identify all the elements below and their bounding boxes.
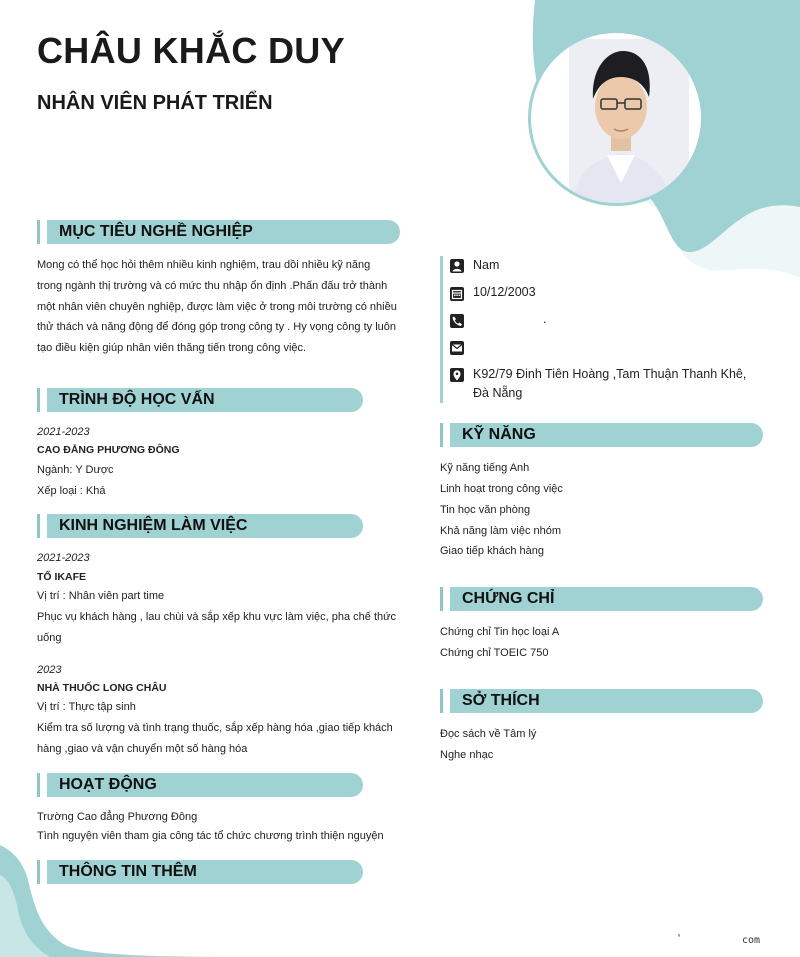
section-certificates	[440, 587, 763, 611]
job-period: 2023	[37, 664, 62, 676]
objective-line: trong ngành thị trường và có mức thu nhập ổn định .Phấn đấu trở thành	[37, 280, 388, 292]
objective-line: Mong có thể học hỏi thêm nhiều kinh nghiệm, trau dồi nhiều kỹ năng	[37, 259, 371, 271]
address-line: K92/79 Đinh Tiên Hoàng ,Tam Thuận Thanh Khê,	[473, 367, 747, 381]
job-position: Vị trí : Thực tập sinh	[37, 701, 136, 713]
job-company: NHÀ THUỐC LONG CHÂU	[37, 682, 167, 694]
objective-line: tạo điều kiện giúp nhân viên thăng tiến trong công việc.	[37, 342, 307, 354]
section-heading: THÔNG TIN THÊM	[59, 863, 197, 880]
section-activities	[37, 773, 363, 797]
calendar-icon	[450, 287, 464, 301]
birth-date: 10/12/2003	[473, 285, 536, 299]
objective-line: một nhân viên chuyên nghiệp, được làm việc ở trong môi trường có nhiều	[37, 301, 397, 313]
section-heading: MỤC TIÊU NGHỀ NGHIỆP	[59, 223, 253, 240]
section-education	[37, 388, 363, 412]
job-description: Phục vụ khách hàng , lau chùi và sắp xếp khu vực làm việc, pha chế thức	[37, 611, 396, 623]
skill-item: Kỹ năng tiếng Anh	[440, 462, 530, 474]
location-icon	[450, 368, 464, 382]
section-heading: KỸ NĂNG	[462, 426, 536, 443]
footer-mark: '	[676, 933, 683, 944]
certificate-item: Chứng chỉ Tin học loại A	[440, 626, 560, 638]
section-heading: HOẠT ĐỘNG	[59, 776, 157, 793]
activity-line: Tình nguyện viên tham gia công tác tổ chức chương trình thiện nguyện	[37, 830, 384, 842]
section-experience	[37, 514, 363, 538]
section-more-info	[37, 860, 363, 884]
skill-item: Giao tiếp khách hàng	[440, 545, 544, 557]
footer-domain: com	[742, 935, 761, 946]
section-hobbies	[440, 689, 763, 713]
mail-icon	[450, 341, 464, 355]
section-heading: CHỨNG CHỈ	[462, 590, 555, 607]
section-objective	[37, 220, 400, 244]
gender-value: Nam	[473, 258, 500, 272]
education-major: Ngành: Y Dược	[37, 464, 114, 476]
job-title: NHÂN VIÊN PHÁT TRIỂN	[37, 92, 273, 114]
profile-photo	[528, 30, 704, 206]
job-position: Vị trí : Nhân viên part time	[37, 590, 165, 602]
certificate-item: Chứng chỉ TOEIC 750	[440, 647, 549, 659]
job-period: 2021-2023	[37, 552, 90, 564]
address-line: Đà Nẵng	[473, 386, 523, 400]
job-description: Kiểm tra số lượng và tình trạng thuốc, sắp xếp hàng hóa ,giao tiếp khách	[37, 722, 393, 734]
job-company: TỔ IKAFE	[37, 571, 86, 583]
section-skills	[440, 423, 763, 447]
phone-icon	[450, 314, 464, 328]
activity-line: Trường Cao đẳng Phương Đông	[37, 811, 198, 823]
objective-line: thử thách và năng động để đóng góp trong công ty . Hy vọng công ty luôn	[37, 321, 397, 333]
hobby-item: Đọc sách về Tâm lý	[440, 728, 537, 740]
contact-divider	[440, 256, 443, 403]
skill-item: Linh hoạt trong công việc	[440, 483, 563, 495]
skill-item: Tin học văn phòng	[440, 504, 531, 516]
person-icon	[450, 259, 464, 273]
hobby-item: Nghe nhạc	[440, 749, 494, 761]
candidate-name: CHÂU KHẮC DUY	[37, 30, 345, 71]
phone-mark: .	[543, 312, 547, 326]
job-description: hàng ,giao và vận chuyển một số hàng hóa	[37, 743, 248, 755]
skill-item: Khả năng làm việc nhóm	[440, 525, 562, 537]
section-heading: SỞ THÍCH	[462, 692, 540, 709]
section-heading: TRÌNH ĐỘ HỌC VẤN	[59, 391, 215, 408]
education-grade: Xếp loại : Khá	[37, 485, 106, 497]
job-description: uống	[37, 632, 62, 644]
school-name: CAO ĐẲNG PHƯƠNG ĐÔNG	[37, 444, 180, 456]
education-period: 2021-2023	[37, 426, 90, 438]
section-heading: KINH NGHIỆM LÀM VIỆC	[59, 517, 248, 534]
